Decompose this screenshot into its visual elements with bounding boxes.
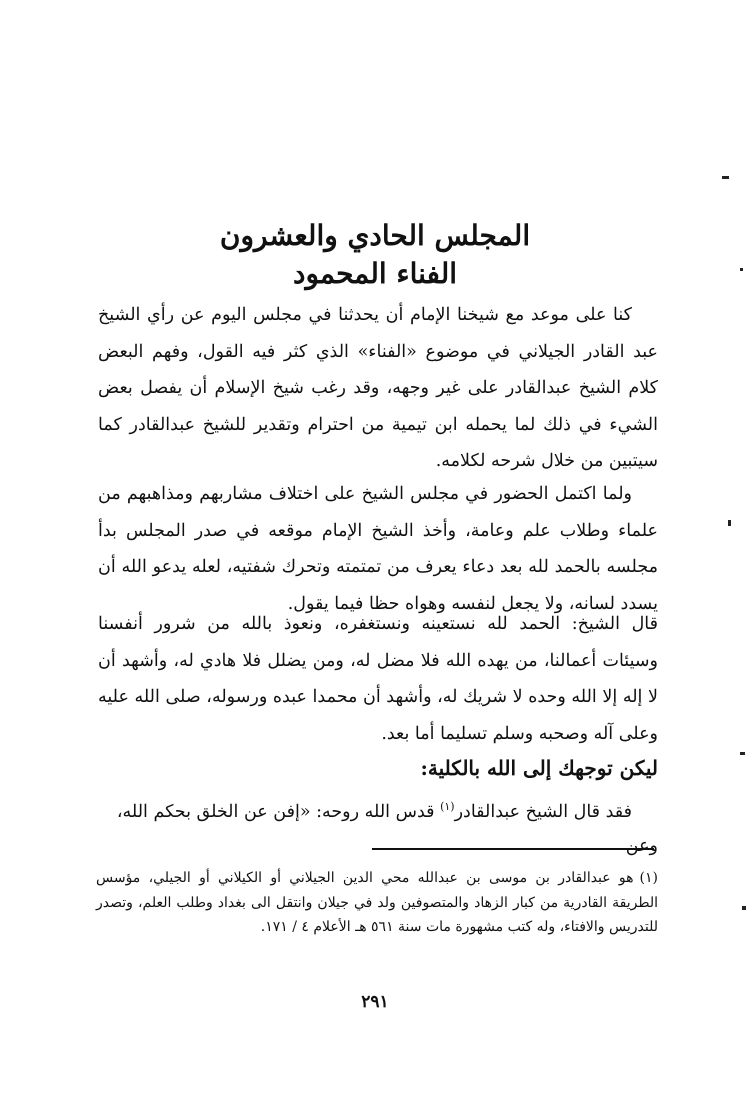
footnote-separator [372,848,654,850]
footnote-reference: (١) [440,800,455,813]
quote-text-after: قدس الله روحه: «إفن عن الخلق بحكم الله، وعن [116,801,658,856]
scan-speck [740,268,743,271]
chapter-subtitle: الفناء المحمود [292,257,458,290]
chapter-title: المجلس الحادي والعشرون [219,219,531,252]
body-paragraph-1 [98,297,658,480]
page-number: ٢٩١ [361,992,389,1012]
section-heading: ليكن توجهك إلى الله بالكلية: [420,756,658,780]
body-paragraph-3 [98,606,658,752]
scan-speck [728,520,731,526]
paragraph-text: كنا على موعد مع شيخنا الإمام أن يحدثنا في مجلس اليوم عن رأي الشيخ عبد القادر الجيلاني في موضوع «الفناء» الذي كثر فيه القول، وفهم البعض كلام الشيخ عبدالقادر على غير وجهه، وقد رغب شيخ الإسلام أن يفصل بعض الشيء في ذلك لما يحمله ابن تيمية من احترام وتقدير للشيخ عبدالقادر كما سيتبين من خلال شرحه لكلامه. [98,305,658,471]
quote-text-before: فقد قال الشيخ عبدالقادر [454,801,632,822]
paragraph-text: ولما اكتمل الحضور في مجلس الشيخ على اختلاف مشاربهم ومذاهبهم من علماء وطلاب علم وعامة، وأخذ الشيخ الإمام موقعه في صدر المجلس بدأ مجلسه بالحمد لله بعد دعاء يعرف من تمتمته وتحرك شفتيه، لعله يدعو الله أن يسدد لسانه، ولا يجعل لنفسه وهواه حظا فيما يقول. [98,484,658,614]
scan-speck [722,176,729,179]
scan-speck [740,752,745,755]
footnote-marker: (١) [639,870,658,886]
footnote-text: هو عبدالقادر بن موسى بن عبدالله محي الدين الجيلاني أو الكيلاني أو الجيلي، مؤسس الطريقة القادرية من كبار الزهاد والمتصوفين ولد في جيلان وانتقل الى بغداد وطلب العلم، وتصدر للتدريس والافتاء، وله كتب مشهورة مات سنة ٥٦١ هـ الأعلام ٤ / ١٧١. [96,870,658,935]
footnote [96,866,658,940]
body-paragraph-2 [98,476,658,622]
paragraph-text: قال الشيخ: الحمد لله نستعينه ونستغفره، ونعوذ بالله من شرور أنفسنا وسيئات أعمالنا، من يهده الله فلا مضل له، ومن يضلل فلا هادي له، وأشهد أن لا إله إلا الله وحده لا شريك له، وأشهد أن محمدا عبده ورسوله، صلى الله عليه وعلى آله وصحبه وسلم تسليما أما بعد. [98,614,658,744]
scan-speck [742,906,746,910]
quote-paragraph [98,790,658,863]
